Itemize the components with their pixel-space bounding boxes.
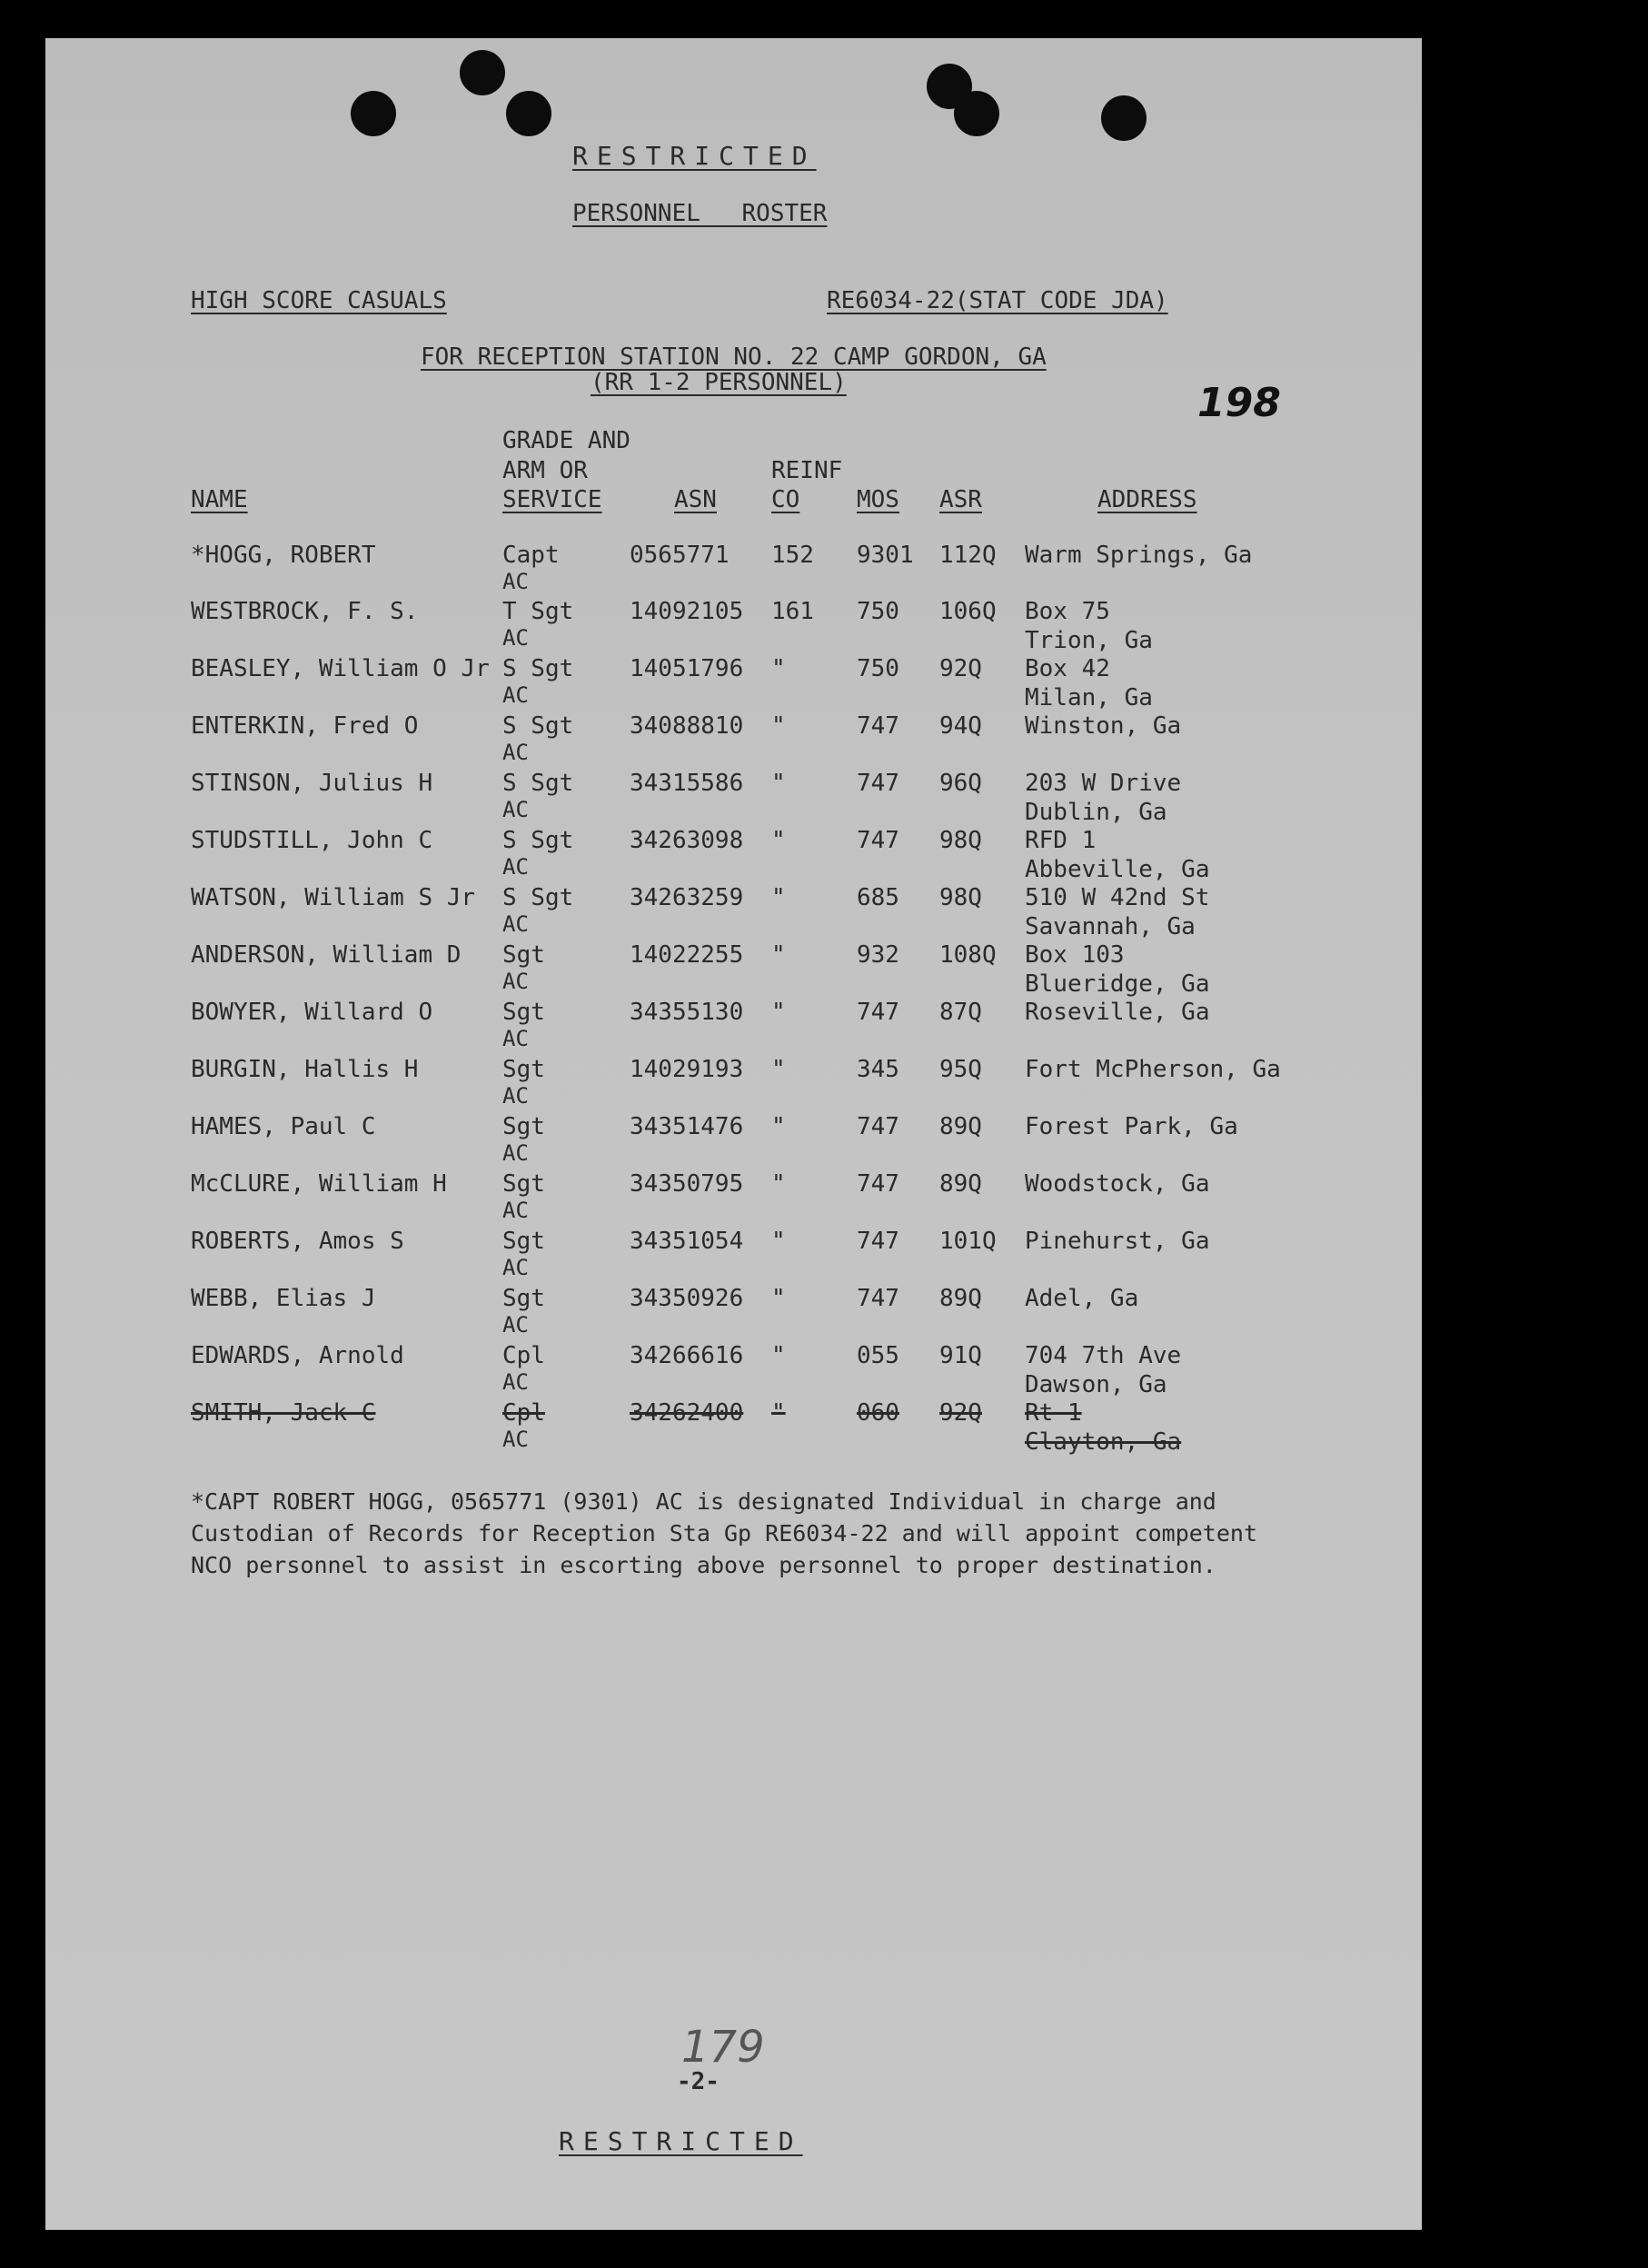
row-mos: 055 xyxy=(857,1342,899,1369)
row-reinf-co: " xyxy=(771,1399,786,1427)
col-grade-2: ARM OR xyxy=(502,457,588,484)
row-address-2: Clayton, Ga xyxy=(1025,1428,1182,1456)
row-name: ENTERKIN, Fred O xyxy=(191,712,419,740)
row-name: SMITH, Jack C xyxy=(191,1399,376,1427)
row-name: *HOGG, ROBERT xyxy=(191,542,376,569)
row-name: ROBERTS, Amos S xyxy=(191,1228,404,1255)
row-arm: AC xyxy=(502,1198,529,1223)
row-name: STUDSTILL, John C xyxy=(191,827,433,854)
row-name: BEASLEY, William O Jr xyxy=(191,655,490,682)
row-reinf-co: " xyxy=(771,770,786,797)
row-mos: 345 xyxy=(857,1056,899,1083)
row-mos: 747 xyxy=(857,999,899,1026)
row-address: Warm Springs, Ga xyxy=(1025,542,1253,569)
row-address: Forest Park, Ga xyxy=(1025,1113,1238,1140)
row-asn: 14029193 xyxy=(630,1056,744,1083)
row-mos: 747 xyxy=(857,712,899,740)
punch-hole xyxy=(460,50,505,95)
row-grade: Sgt xyxy=(502,941,545,969)
row-grade: Sgt xyxy=(502,1228,545,1255)
row-address: Adel, Ga xyxy=(1025,1285,1139,1312)
row-grade: Sgt xyxy=(502,1285,545,1312)
row-name: EDWARDS, Arnold xyxy=(191,1342,404,1369)
row-reinf-co: " xyxy=(771,1285,786,1312)
row-mos: 685 xyxy=(857,884,899,911)
row-asn: 34263098 xyxy=(630,827,744,854)
row-address-2: Dublin, Ga xyxy=(1025,799,1167,826)
row-asr: 92Q xyxy=(939,1399,982,1427)
row-asr: 87Q xyxy=(939,999,982,1026)
row-grade: S Sgt xyxy=(502,712,574,740)
row-mos: 750 xyxy=(857,655,899,682)
row-reinf-co: 152 xyxy=(771,542,814,569)
row-asn: 34350795 xyxy=(630,1170,744,1198)
row-reinf-co: " xyxy=(771,827,786,854)
row-asn: 34315586 xyxy=(630,770,744,797)
row-name: WEBB, Elias J xyxy=(191,1285,376,1312)
note-line: NCO personnel to assist in escorting above personnel to proper destination. xyxy=(191,1552,1216,1578)
row-name: WESTBROCK, F. S. xyxy=(191,598,419,625)
row-asn: 34350926 xyxy=(630,1285,744,1312)
row-address: 203 W Drive xyxy=(1025,770,1182,797)
group-code: RE6034-22(STAT CODE JDA) xyxy=(827,287,1168,314)
row-address: RFD 1 xyxy=(1025,827,1097,854)
row-reinf-co: " xyxy=(771,1342,786,1369)
punch-hole xyxy=(954,91,999,136)
row-arm: AC xyxy=(502,1369,529,1395)
row-arm: AC xyxy=(502,1255,529,1280)
row-asn: 34266616 xyxy=(630,1342,744,1369)
restricted-header: RESTRICTED xyxy=(572,141,817,171)
row-name: STINSON, Julius H xyxy=(191,770,433,797)
col-grade-1: GRADE AND xyxy=(502,427,630,454)
row-name: ANDERSON, William D xyxy=(191,941,462,969)
col-reinf-2: CO xyxy=(771,486,800,513)
row-address: Box 75 xyxy=(1025,598,1110,625)
row-reinf-co: " xyxy=(771,1056,786,1083)
row-asr: 89Q xyxy=(939,1170,982,1198)
row-asr: 95Q xyxy=(939,1056,982,1083)
row-asn: 34263259 xyxy=(630,884,744,911)
row-address-2: Dawson, Ga xyxy=(1025,1371,1167,1398)
col-name: NAME xyxy=(191,486,248,513)
page-stamp: 198 xyxy=(1197,380,1281,426)
row-reinf-co: " xyxy=(771,884,786,911)
row-asr: 112Q xyxy=(939,542,997,569)
row-reinf-co: " xyxy=(771,1113,786,1140)
row-mos: 750 xyxy=(857,598,899,625)
row-grade: S Sgt xyxy=(502,655,574,682)
row-grade: Sgt xyxy=(502,1170,545,1198)
row-address-2: Savannah, Ga xyxy=(1025,913,1196,940)
row-address: 510 W 42nd St xyxy=(1025,884,1210,911)
row-reinf-co: " xyxy=(771,1228,786,1255)
row-address: Box 42 xyxy=(1025,655,1110,682)
row-mos: 747 xyxy=(857,1113,899,1140)
row-address: Pinehurst, Ga xyxy=(1025,1228,1210,1255)
row-grade: Sgt xyxy=(502,1056,545,1083)
row-asr: 101Q xyxy=(939,1228,997,1255)
row-arm: AC xyxy=(502,1427,529,1452)
row-asr: 92Q xyxy=(939,655,982,682)
row-name: BOWYER, Willard O xyxy=(191,999,433,1026)
row-asn: 34355130 xyxy=(630,999,744,1026)
row-mos: 747 xyxy=(857,770,899,797)
row-asr: 98Q xyxy=(939,884,982,911)
row-asr: 96Q xyxy=(939,770,982,797)
station-line: FOR RECEPTION STATION NO. 22 CAMP GORDON, GA xyxy=(421,343,1047,371)
row-mos: 747 xyxy=(857,1285,899,1312)
row-reinf-co: 161 xyxy=(771,598,814,625)
col-grade-3: SERVICE xyxy=(502,486,602,513)
document-title: PERSONNEL ROSTER xyxy=(572,200,828,227)
note-line: *CAPT ROBERT HOGG, 0565771 (9301) AC is designated Individual in charge and xyxy=(191,1488,1216,1515)
row-asn: 0565771 xyxy=(630,542,730,569)
row-name: McCLURE, William H xyxy=(191,1170,447,1198)
row-asn: 34088810 xyxy=(630,712,744,740)
col-asn: ASN xyxy=(674,486,717,513)
row-address: Fort McPherson, Ga xyxy=(1025,1056,1281,1083)
row-grade: S Sgt xyxy=(502,884,574,911)
row-mos: 747 xyxy=(857,1170,899,1198)
row-reinf-co: " xyxy=(771,999,786,1026)
handwritten-number: 179 xyxy=(681,2022,765,2073)
row-asr: 91Q xyxy=(939,1342,982,1369)
row-name: HAMES, Paul C xyxy=(191,1113,376,1140)
row-asr: 94Q xyxy=(939,712,982,740)
row-address: Roseville, Ga xyxy=(1025,999,1210,1026)
row-reinf-co: " xyxy=(771,712,786,740)
punch-hole xyxy=(1101,95,1147,141)
restricted-footer: RESTRICTED xyxy=(559,2126,803,2156)
row-reinf-co: " xyxy=(771,941,786,969)
row-mos: 747 xyxy=(857,1228,899,1255)
unit-label: HIGH SCORE CASUALS xyxy=(191,287,447,314)
row-mos: 060 xyxy=(857,1399,899,1427)
row-name: WATSON, William S Jr xyxy=(191,884,476,911)
row-asr: 89Q xyxy=(939,1113,982,1140)
row-asn: 14092105 xyxy=(630,598,744,625)
row-asr: 98Q xyxy=(939,827,982,854)
row-asn: 34351476 xyxy=(630,1113,744,1140)
row-arm: AC xyxy=(502,1083,529,1109)
row-asn: 34262400 xyxy=(630,1399,744,1427)
col-mos: MOS xyxy=(857,486,899,513)
note-line: Custodian of Records for Reception Sta Gp RE6034-22 and will appoint competent xyxy=(191,1520,1257,1547)
row-asn: 34351054 xyxy=(630,1228,744,1255)
row-asr: 108Q xyxy=(939,941,997,969)
row-grade: Cpl xyxy=(502,1342,545,1369)
punch-hole xyxy=(351,91,396,136)
row-address: 704 7th Ave xyxy=(1025,1342,1182,1369)
row-arm: AC xyxy=(502,797,529,822)
col-reinf-1: REINF xyxy=(771,457,843,484)
row-grade: S Sgt xyxy=(502,770,574,797)
row-asn: 14051796 xyxy=(630,655,744,682)
row-asn: 14022255 xyxy=(630,941,744,969)
row-arm: AC xyxy=(502,569,529,594)
col-address: ADDRESS xyxy=(1097,486,1197,513)
row-arm: AC xyxy=(502,854,529,880)
row-arm: AC xyxy=(502,1312,529,1338)
row-grade: S Sgt xyxy=(502,827,574,854)
row-grade: Capt xyxy=(502,542,560,569)
row-arm: AC xyxy=(502,740,529,765)
row-address: Box 103 xyxy=(1025,941,1125,969)
punch-hole xyxy=(506,91,551,136)
row-address-2: Milan, Ga xyxy=(1025,684,1153,711)
row-address: Rt 1 xyxy=(1025,1399,1082,1427)
row-asr: 89Q xyxy=(939,1285,982,1312)
row-address: Winston, Ga xyxy=(1025,712,1182,740)
row-asr: 106Q xyxy=(939,598,997,625)
row-grade: Sgt xyxy=(502,999,545,1026)
row-mos: 9301 xyxy=(857,542,914,569)
row-arm: AC xyxy=(502,625,529,651)
row-grade: T Sgt xyxy=(502,598,574,625)
row-address-2: Abbeville, Ga xyxy=(1025,856,1210,883)
col-asr: ASR xyxy=(939,486,982,513)
row-arm: AC xyxy=(502,1026,529,1051)
row-reinf-co: " xyxy=(771,655,786,682)
row-arm: AC xyxy=(502,682,529,708)
row-arm: AC xyxy=(502,911,529,937)
row-mos: 747 xyxy=(857,827,899,854)
row-grade: Sgt xyxy=(502,1113,545,1140)
row-arm: AC xyxy=(502,969,529,994)
row-name: BURGIN, Hallis H xyxy=(191,1056,419,1083)
row-mos: 932 xyxy=(857,941,899,969)
row-arm: AC xyxy=(502,1140,529,1166)
personnel-line: (RR 1-2 PERSONNEL) xyxy=(591,369,847,396)
row-address-2: Trion, Ga xyxy=(1025,627,1153,654)
row-grade: Cpl xyxy=(502,1399,545,1427)
row-address: Woodstock, Ga xyxy=(1025,1170,1210,1198)
row-address-2: Blueridge, Ga xyxy=(1025,970,1210,998)
row-reinf-co: " xyxy=(771,1170,786,1198)
page-number: -2- xyxy=(677,2068,720,2095)
